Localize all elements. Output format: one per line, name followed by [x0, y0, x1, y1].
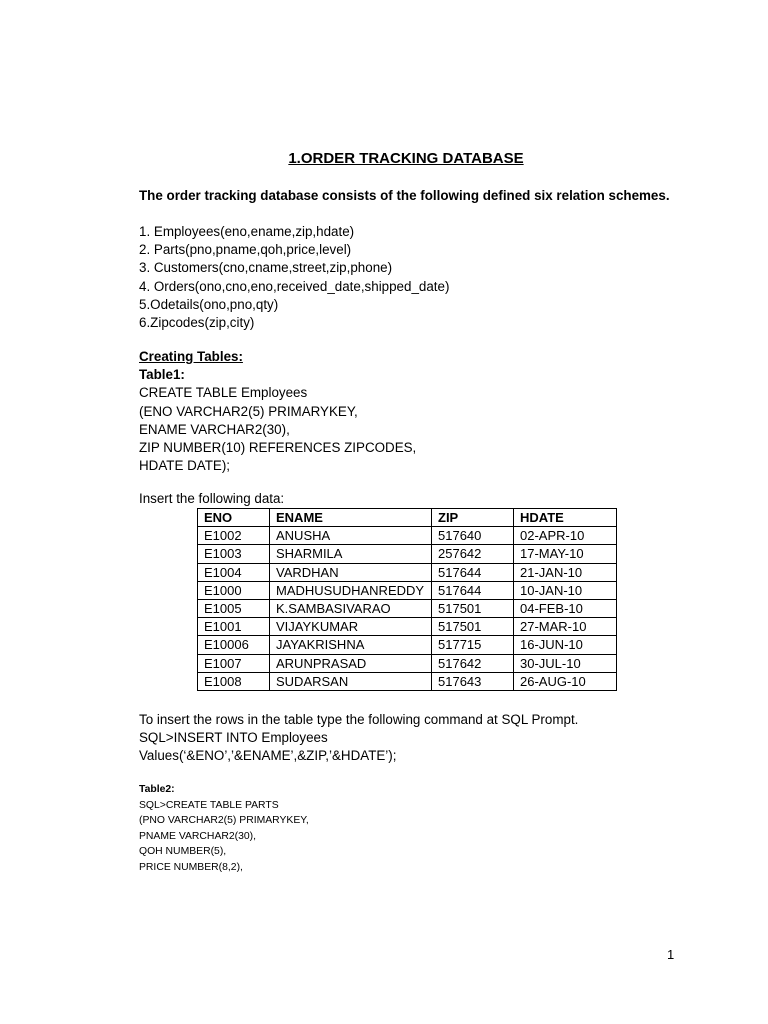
- table-row: [198, 618, 617, 636]
- table-row: [198, 672, 617, 690]
- creating-tables-heading: Creating Tables:: [139, 349, 243, 364]
- cell-ename: MADHUSUDHANREDDY: [270, 581, 432, 599]
- cell-eno: E10006: [198, 636, 270, 654]
- cell-zip: 517640: [432, 527, 514, 545]
- relation-schemes-list: [139, 223, 449, 332]
- table-row: [198, 599, 617, 617]
- cell-ename: SHARMILA: [270, 545, 432, 563]
- cell-hdate: 16-JUN-10: [514, 636, 617, 654]
- sql-line: QOH NUMBER(5),: [139, 846, 227, 858]
- cell-ename: VARDHAN: [270, 563, 432, 581]
- table-header-row: [198, 509, 617, 527]
- cell-ename: K.SAMBASIVARAO: [270, 599, 432, 617]
- sql-line: SQL>CREATE TABLE PARTS: [139, 799, 279, 811]
- cell-hdate: 26-AUG-10: [514, 672, 617, 690]
- creating-tables-section: [139, 348, 416, 475]
- cell-hdate: 30-JUL-10: [514, 654, 617, 672]
- insert-instruction: To insert the rows in the table type the following command at SQL Prompt.: [139, 712, 579, 727]
- sql-line: Values(‘&ENO’,’&ENAME’,&ZIP,’&HDATE’);: [139, 748, 397, 764]
- table-row: [198, 581, 617, 599]
- sql-line: CREATE TABLE Employees: [139, 385, 308, 401]
- cell-hdate: 27-MAR-10: [514, 618, 617, 636]
- column-header-zip: ZIP: [432, 509, 514, 527]
- cell-ename: ARUNPRASAD: [270, 654, 432, 672]
- cell-ename: JAYAKRISHNA: [270, 636, 432, 654]
- cell-eno: E1000: [198, 581, 270, 599]
- table-row: [198, 654, 617, 672]
- cell-zip: 517501: [432, 618, 514, 636]
- table-row: [198, 527, 617, 545]
- sql-line: PNAME VARCHAR2(30),: [139, 830, 257, 842]
- scheme-item: 5.Odetails(ono,pno,qty): [139, 296, 279, 312]
- scheme-item: 6.Zipcodes(zip,city): [139, 314, 255, 330]
- table2-section: [139, 782, 309, 876]
- insert-data-label: Insert the following data:: [139, 491, 285, 506]
- column-header-eno: ENO: [198, 509, 270, 527]
- scheme-item: 2. Parts(pno,pname,qoh,price,level): [139, 242, 352, 258]
- document-title: 1.ORDER TRACKING DATABASE: [288, 150, 524, 167]
- cell-ename: ANUSHA: [270, 527, 432, 545]
- sql-line: PRICE NUMBER(8,2),: [139, 861, 243, 873]
- employees-data-table: [197, 508, 617, 691]
- cell-zip: 517644: [432, 563, 514, 581]
- cell-eno: E1005: [198, 599, 270, 617]
- sql-line: SQL>INSERT INTO Employees: [139, 730, 328, 746]
- cell-zip: 517501: [432, 599, 514, 617]
- table-row: [198, 636, 617, 654]
- table-row: [198, 563, 617, 581]
- sql-line: (PNO VARCHAR2(5) PRIMARYKEY,: [139, 815, 309, 827]
- cell-zip: 517644: [432, 581, 514, 599]
- cell-zip: 517642: [432, 654, 514, 672]
- cell-hdate: 10-JAN-10: [514, 581, 617, 599]
- cell-eno: E1008: [198, 672, 270, 690]
- cell-zip: 257642: [432, 545, 514, 563]
- column-header-ename: ENAME: [270, 509, 432, 527]
- cell-zip: 517715: [432, 636, 514, 654]
- cell-ename: SUDARSAN: [270, 672, 432, 690]
- sql-line: ZIP NUMBER(10) REFERENCES ZIPCODES,: [139, 439, 417, 455]
- table1-label: Table1:: [139, 367, 185, 383]
- cell-hdate: 04-FEB-10: [514, 599, 617, 617]
- page-number: 1: [667, 947, 675, 962]
- column-header-hdate: HDATE: [514, 509, 617, 527]
- cell-zip: 517643: [432, 672, 514, 690]
- table2-label: Table2:: [139, 784, 175, 795]
- insert-command-section: [139, 711, 578, 766]
- sql-line: HDATE DATE);: [139, 458, 231, 474]
- sql-line: ENAME VARCHAR2(30),: [139, 421, 290, 437]
- scheme-item: 4. Orders(ono,cno,eno,received_date,shipped_date): [139, 278, 450, 294]
- cell-eno: E1007: [198, 654, 270, 672]
- scheme-item: 1. Employees(eno,ename,zip,hdate): [139, 224, 355, 239]
- scheme-item: 3. Customers(cno,cname,street,zip,phone): [139, 260, 393, 276]
- cell-hdate: 17-MAY-10: [514, 545, 617, 563]
- cell-eno: E1004: [198, 563, 270, 581]
- intro-paragraph: The order tracking database consists of the following defined six relation schemes.: [139, 188, 670, 203]
- cell-eno: E1001: [198, 618, 270, 636]
- cell-hdate: 02-APR-10: [514, 527, 617, 545]
- cell-ename: VIJAYKUMAR: [270, 618, 432, 636]
- cell-eno: E1003: [198, 545, 270, 563]
- table-row: [198, 545, 617, 563]
- sql-line: (ENO VARCHAR2(5) PRIMARYKEY,: [139, 403, 358, 419]
- cell-hdate: 21-JAN-10: [514, 563, 617, 581]
- cell-eno: E1002: [198, 527, 270, 545]
